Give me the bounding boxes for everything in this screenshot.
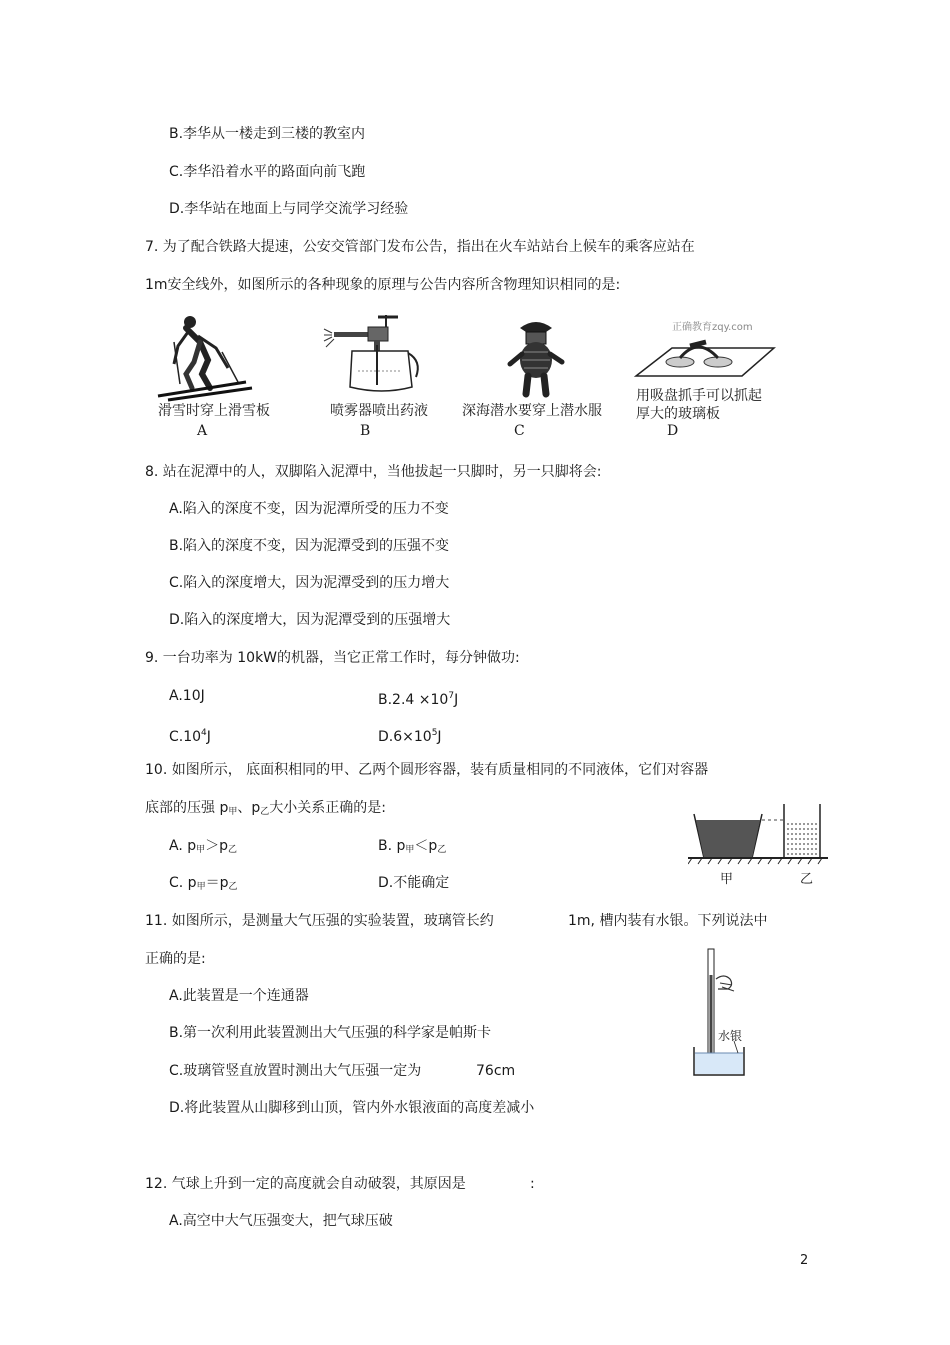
q10-option-b: B. $p_甲<p_乙$ [378, 838, 447, 855]
fig-c-caption: 深海潜水要穿上潜水服 [462, 403, 602, 419]
q9-option-a: A.10J [169, 688, 205, 704]
q10-option-d: D.不能确定 [378, 875, 450, 891]
q11-option-c-value: 76cm [476, 1063, 516, 1079]
q11-option-d: D.将此装置从山脚移到山顶，管内外水银液面的高度差减小 [169, 1100, 535, 1116]
q11-stem-line1b: 1m, 槽内装有水银。下列说法中 [568, 913, 768, 929]
q9-option-d: $D.6\times 10^5J$ [378, 728, 442, 745]
q10-option-a: A. $p_甲>p_乙$ [169, 838, 238, 855]
fig-a-caption: 滑雪时穿上滑雪板 [158, 403, 270, 419]
barometer-illustration [690, 945, 760, 1080]
fig-d-letter: D [667, 423, 679, 439]
fig-d-caption-line2: 厚大的玻璃板 [636, 406, 720, 422]
q10-option-c: C. $p_甲=p_乙$ [169, 875, 238, 892]
container-jia-label: 甲 [720, 872, 734, 887]
q7-stem-line1: 7. 为了配合铁路大提速，公安交管部门发布公告，指出在火车站站台上候车的乘客应站在 [145, 239, 695, 255]
skier-illustration [150, 312, 260, 402]
q10-stem-line1: 10. 如图所示， 底面积相同的甲、乙两个圆形容器，装有质量相同的不同液体，它们对容器 [145, 762, 709, 778]
q11-option-c: C.玻璃管竖直放置时测出大气压强一定为 [169, 1063, 422, 1079]
q6-option-c: C.李华沿着水平的路面向前飞跑 [169, 164, 366, 180]
fig-b-caption: 喷雾器喷出药液 [330, 403, 428, 419]
q8-stem: 8. 站在泥潭中的人，双脚陷入泥潭中，当他拔起一只脚时，另一只脚将会: [145, 464, 602, 480]
q9-option-b: $B.2.4 \times 10^7J$ [378, 691, 459, 708]
q11-stem-line1a: 11. 如图所示，是测量大气压强的实验装置，玻璃管长约 [145, 913, 494, 929]
q12-stem-colon: : [530, 1176, 535, 1192]
diver-illustration [500, 318, 570, 398]
q9-option-c: $C.10^4J$ [169, 728, 211, 745]
q7-stem-line2: 1m安全线外，如图所示的各种现象的原理与公告内容所含物理知识相同的是: [145, 277, 621, 293]
mercury-label: 水银 [718, 1029, 743, 1043]
q11-option-a: A.此装置是一个连通器 [169, 988, 309, 1004]
q8-option-b: B.陷入的深度不变，因为泥潭受到的压强不变 [169, 538, 450, 554]
q9-stem: 9. 一台功率为 10kW的机器，当它正常工作时，每分钟做功: [145, 650, 520, 666]
containers-illustration [688, 800, 828, 872]
fig-b-letter: B [360, 423, 371, 439]
q8-option-c: C.陷入的深度增大，因为泥潭受到的压力增大 [169, 575, 450, 591]
q8-option-a: A.陷入的深度不变，因为泥潭所受的压力不变 [169, 501, 449, 517]
q6-option-d: D.李华站在地面上与同学交流学习经验 [169, 201, 409, 217]
fig-d-caption-line1: 用吸盘抓手可以抓起 [636, 388, 762, 404]
q8-option-d: D.陷入的深度增大，因为泥潭受到的压强增大 [169, 612, 451, 628]
suction-lifter-illustration [632, 332, 778, 388]
container-yi-label: 乙 [800, 872, 814, 887]
sprayer-illustration [322, 315, 432, 395]
q10-stem-line2: 底部的压强 $p_甲$、$p_乙$大小关系正确的是: [145, 800, 386, 817]
watermark-text: 正确教育zqy.com [672, 322, 753, 333]
fig-c-letter: C [514, 423, 525, 439]
fig-a-letter: A [197, 423, 208, 439]
page-number: 2 [800, 1253, 809, 1268]
q6-option-b: B.李华从一楼走到三楼的教室内 [169, 126, 366, 142]
q12-stem: 12. 气球上升到一定的高度就会自动破裂，其原因是 [145, 1176, 466, 1192]
q11-option-b: B.第一次利用此装置测出大气压强的科学家是帕斯卡 [169, 1025, 492, 1041]
q11-stem-line2: 正确的是: [145, 951, 206, 967]
q12-option-a: A.高空中大气压强变大，把气球压破 [169, 1213, 393, 1229]
